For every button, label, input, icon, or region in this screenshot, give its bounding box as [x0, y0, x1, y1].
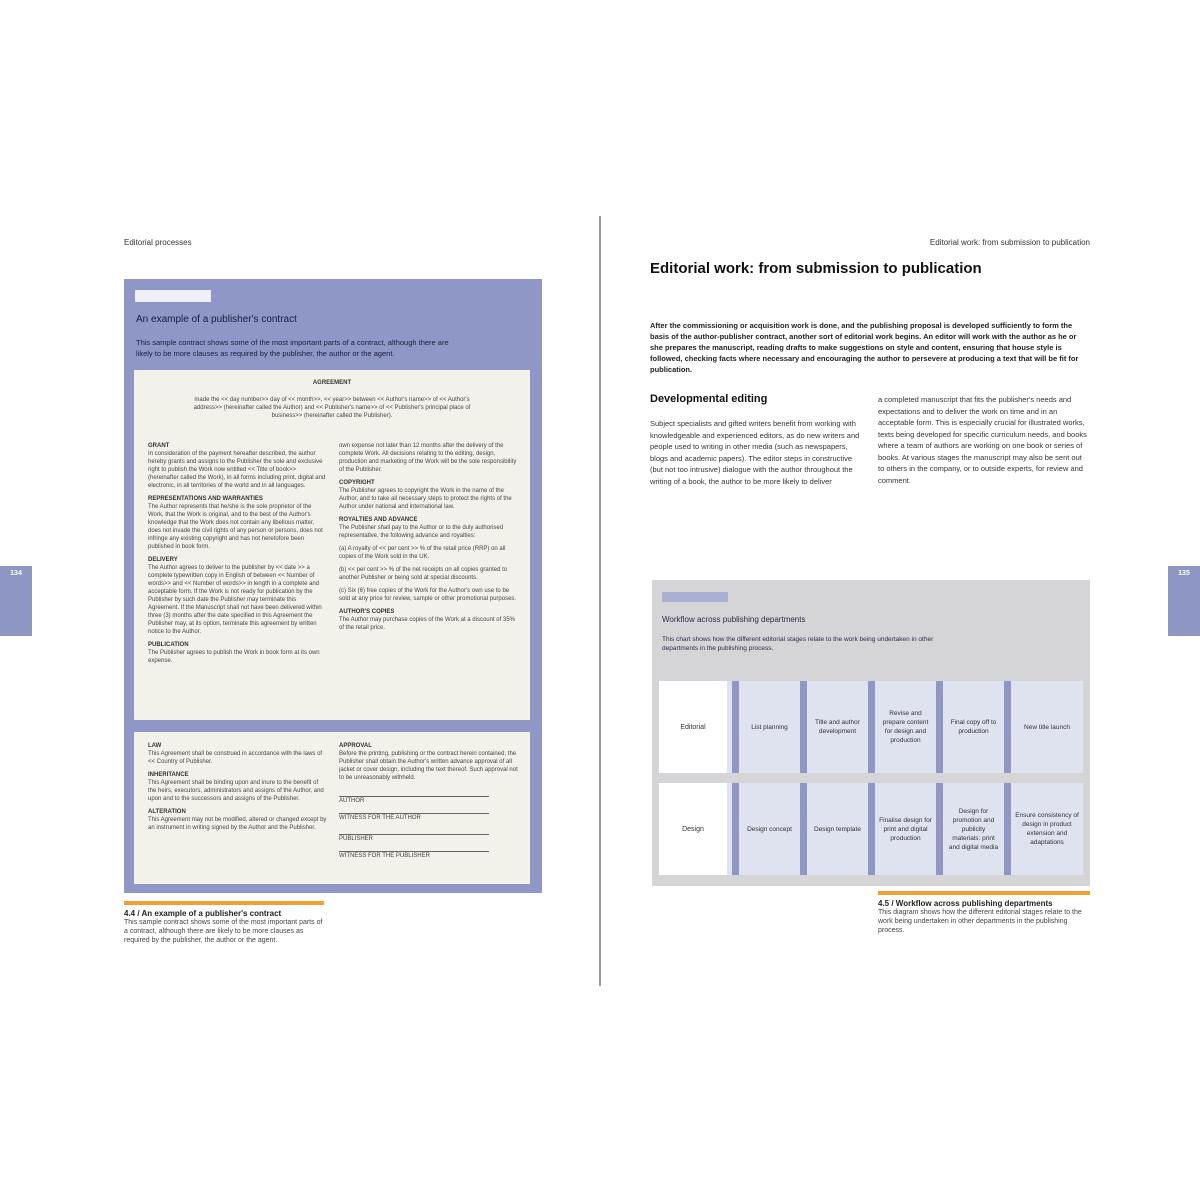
clause-text: The Author agrees to deliver to the publisher by << date >> a complete typewritten copy in English of between << Number of words>> and << Number of words>> in length in a complete and acceptable form. If the Work is not ready for publication by the Publisher by such date the Publisher may terminate this Agreement. If the Manuscript shall not have been delivered within three (3) months after the date specified in this Agreement the Publisher may, at its option, terminate this agreement by written notice to the Author. [148, 565, 322, 635]
page-number-tab-left: 134 [0, 566, 32, 636]
signature-rule [339, 843, 489, 852]
clause-heading: ROYALTIES AND ADVANCE [339, 517, 418, 523]
clause-heading: LAW [148, 743, 162, 749]
workflow-step: List planning [739, 681, 800, 773]
stage-divider [936, 783, 943, 875]
caption-right [878, 899, 1090, 935]
workflow-step: Ensure consistency of design in product extension and adaptations [1011, 783, 1083, 875]
clause-heading: REPRESENTATIONS AND WARRANTIES [148, 496, 263, 502]
caption-title-text: An example of a publisher's contract [141, 909, 282, 918]
signature-label: WITNESS FOR THE AUTHOR [339, 815, 421, 821]
workflow-panel [652, 580, 1090, 886]
contract-panel [124, 279, 542, 893]
caption-rule-right [878, 891, 1090, 895]
clause-heading: GRANT [148, 443, 170, 449]
signature-line-publisher-witness [339, 843, 519, 860]
running-head-right: Editorial work: from submission to publication [929, 238, 1090, 247]
clause-text: The Author may purchase copies of the Work at a discount of 35% of the retail price. [339, 617, 515, 631]
signature-label: WITNESS FOR THE PUBLISHER [339, 853, 430, 859]
body-column-1: Subject specialists and gifted writers benefit from working with knowledgeable and experienced editors, as do new writers and people used to writing in other media (such as newspapers, blogs and academic papers). The editor steps in constructive (but not too intrusive) dialogue with the author throughout the writing of a book, the author to be more likely to deliver [650, 419, 860, 486]
clause-heading: INHERITANCE [148, 772, 189, 778]
workflow-step: Design template [807, 783, 868, 875]
signature-label: AUTHOR [339, 798, 365, 804]
clause [339, 545, 519, 561]
stage-divider [1004, 783, 1011, 875]
workflow-step: New title launch [1011, 681, 1083, 773]
clause [339, 566, 519, 582]
book-spine [599, 216, 601, 986]
signature-line-author [339, 788, 519, 805]
caption-number: 4.5 [878, 899, 890, 908]
clause [148, 808, 328, 832]
clause [148, 495, 328, 551]
stage-divider [1004, 681, 1011, 773]
caption-title-text: Workflow across publishing departments [895, 899, 1053, 908]
workflow-step: Design for promotion and publicity materials: print and digital media [943, 783, 1004, 875]
contract-sheet-signatures [134, 732, 530, 884]
panel-label-strip [662, 592, 728, 602]
contract-title: An example of a publisher's contract [136, 314, 297, 325]
workflow-description: This chart shows how the different editorial stages relate to the work being undertaken in other departments in the publishing process. [662, 636, 934, 652]
clause [339, 516, 519, 540]
clause-heading: APPROVAL [339, 743, 372, 749]
panel-label-strip [135, 290, 211, 302]
stage-divider [868, 783, 875, 875]
workflow-step: Revise and prepare content for design and production [875, 681, 936, 773]
caption-title: 4.5 / Workflow across publishing departments [878, 899, 1053, 908]
clauses-column-1 [148, 442, 328, 716]
signature-rule [339, 805, 489, 814]
workflow-title: Workflow across publishing departments [662, 615, 806, 624]
clause [339, 608, 519, 632]
signature-line-author-witness [339, 805, 519, 822]
stage-divider [800, 783, 807, 875]
caption-text: This diagram shows how the different editorial stages relate to the work being undertaken in other departments in the publishing process. [878, 909, 1082, 934]
workflow-step: Finalise design for print and digital production [875, 783, 936, 875]
stage-divider [732, 681, 739, 773]
clause-text: (c) Six (6) free copies of the Work for the Author's own use to be sold at any price for review, sample or other promotional purposes. [339, 588, 517, 602]
clause-heading: AUTHOR'S COPIES [339, 609, 395, 615]
clause-text: The Author represents that he/she is the sole proprietor of the Work, that the Work is original, and to the best of the Author's knowledge that the Work does not contain any libellous matter, does not invade the civil rights of any person or persons, does not infringe any existing copyright and has not heretofore been published in book form. [148, 504, 323, 550]
row-label: Editorial [659, 681, 727, 773]
workflow-step: Title and author development [807, 681, 868, 773]
stage-divider [800, 681, 807, 773]
clauses-column-3 [148, 742, 328, 878]
clause [148, 442, 328, 490]
body-column-2: a completed manuscript that fits the publisher's needs and expectations and to deliver the work on time and in an acceptable form. This is especially crucial for illustrated works, texts being developed for specific curriculum needs, and books where a team of authors are working on one book or series of books. At various stages the manuscript may also be sent out to others in the company, or to outside experts, for review and comment. [878, 395, 1087, 485]
clauses-column-2 [339, 442, 519, 716]
caption-number: 4.4 [124, 909, 136, 918]
intro-paragraph: After the commissioning or acquisition work is done, and the publishing proposal is developed sufficiently to form the basis of the author-publisher contract, another sort of editorial work begins. An editor will work with the author as he or she prepares the manuscript, reading drafts to make suggestions on style and content, ensuring that house style is followed, checking facts where necessary and encouraging the author to persevere at producing a text that will be fit for publication. [650, 321, 1079, 374]
signature-label: PUBLISHER [339, 836, 374, 842]
clause-text: The Publisher agrees to publish the Work in book form at its own expense. [148, 650, 320, 664]
clause-text: In consideration of the payment hereafter described, the author hereby grants and assigns to the Publisher the sole and exclusive right to publish the Work now entitled << Title of book>> (hereinafter called the Work), in all forms including print, digital and electronic, in all territories of the world and in all languages. [148, 451, 326, 489]
clause [148, 641, 328, 665]
caption-text: This sample contract shows some of the most important parts of a contract, although there are likely to be more clauses as required by the publisher, the author or the agent. [124, 919, 323, 944]
clause-heading: PUBLICATION [148, 642, 189, 648]
workflow-step: Design concept [739, 783, 800, 875]
clause-text: The Publisher shall pay to the Author or to the duly authorised representative, the following advance and royalties: [339, 525, 504, 539]
clauses-column-4 [339, 742, 519, 878]
clause [339, 479, 519, 511]
clause [339, 587, 519, 603]
row-label: Design [659, 783, 727, 875]
stage-divider [868, 681, 875, 773]
signature-line-publisher [339, 826, 519, 843]
caption-rule-left [124, 901, 324, 905]
agreement-heading: AGREEMENT [312, 380, 352, 386]
contract-description: This sample contract shows some of the most important parts of a contract, although there are likely to be more clauses as required by the publisher, the author or the agent. [136, 338, 449, 358]
signature-rule [339, 788, 489, 797]
section-subhead: Developmental editing [650, 393, 768, 405]
caption-left [124, 909, 324, 945]
clause [148, 771, 328, 803]
clause [339, 742, 519, 782]
clause-text: This Agreement may not be modified, altered or changed except by an instrument in writing signed by the Author and the Publisher. [148, 817, 327, 831]
clause-text: This Agreement shall be construed in accordance with the laws of << Country of Publisher. [148, 751, 323, 765]
clause [148, 742, 328, 766]
clause-heading: COPYRIGHT [339, 480, 375, 486]
running-head-left: Editorial processes [124, 238, 192, 247]
contract-sheet-main [134, 370, 530, 720]
workflow-step: Final copy off to production [943, 681, 1004, 773]
workflow-row-design [659, 783, 1083, 875]
clause-heading: DELIVERY [148, 557, 178, 563]
page-number-tab-right: 135 [1168, 566, 1200, 636]
clause-text: (b) << per cent >> % of the net receipts on all copies granted to another Publisher or being sold at special discounts. [339, 567, 508, 581]
caption-title: 4.4 / An example of a publisher's contract [124, 909, 282, 918]
clause-text: This Agreement shall be binding upon and inure to the benefit of the heirs, executors, administrators and assigns of the Author, and upon and to the successors and assigns of the Publisher. [148, 780, 324, 802]
workflow-row-editorial [659, 681, 1083, 773]
clause-text: The Publisher agrees to copyright the Work in the name of the Author, and to take all necessary steps to protect the rights of the Author under national and international law. [339, 488, 512, 510]
agreement-intro: made the << day number>> day of << month>>, << year>> between << Author's name>> of << Author's address>> (hereinafter called the Author) and << Publisher's name>> of << Publisher's principal place of business>> (hereinafter called the Publisher). [193, 397, 471, 419]
clause-text: Before the printing, publishing or the contract herein contained, the Publisher shall obtain the Author's written advance approval of all jacket or cover design, including the text thereof. Such approval not to be unreasonably withheld. [339, 751, 518, 781]
clause [339, 442, 519, 474]
page-heading: Editorial work: from submission to publication [650, 260, 982, 277]
clause-text: (a) A royalty of << per cent >> % of the retail price (RRP) on all copies of the Work sold in the UK. [339, 546, 506, 560]
clause-heading: ALTERATION [148, 809, 186, 815]
signature-rule [339, 826, 489, 835]
stage-divider [936, 681, 943, 773]
stage-divider [732, 783, 739, 875]
clause-text: own expense not later than 12 months after the delivery of the complete Work. All decisions relating to the editing, design, production and marketing of the Work will be the sole responsibility of the Publisher. [339, 443, 517, 473]
clause [148, 556, 328, 636]
